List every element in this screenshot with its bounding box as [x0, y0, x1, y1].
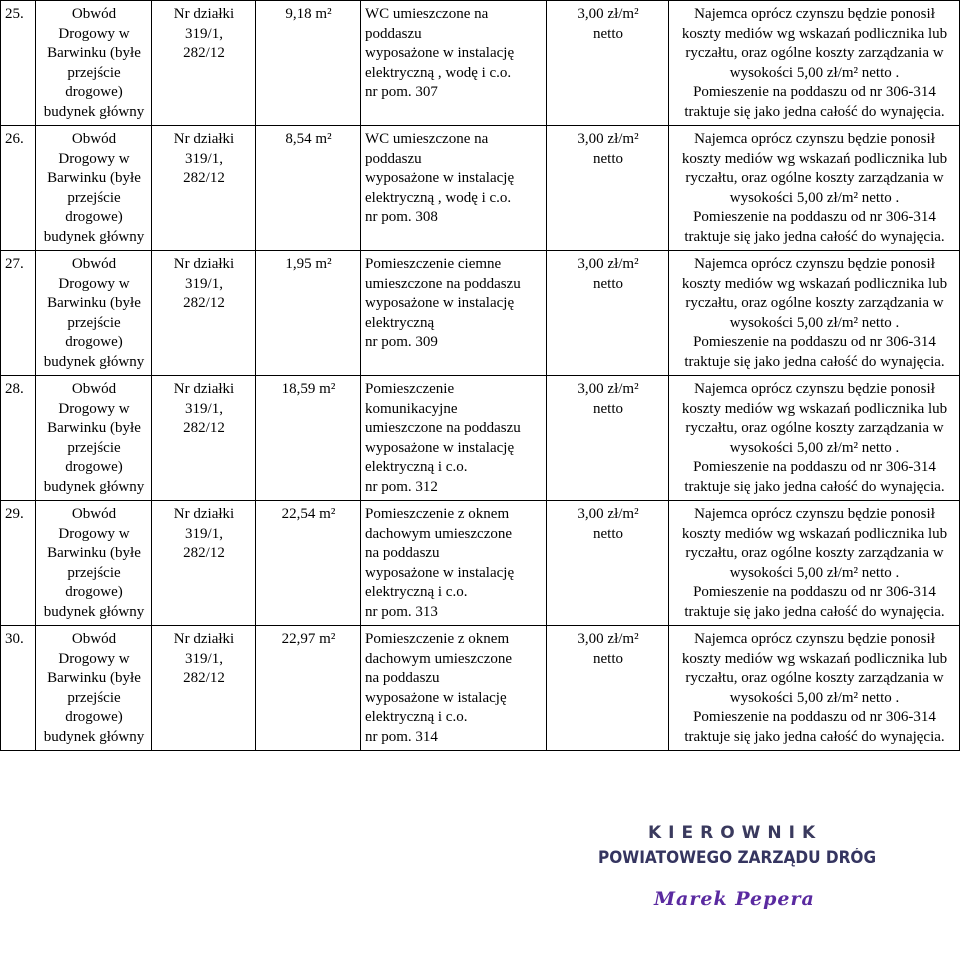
plot-number-line: 282/12	[183, 420, 225, 436]
room-description-cell	[361, 501, 547, 626]
plot-number-cell	[152, 626, 256, 751]
table-row	[1, 126, 960, 251]
plot-number-line: Nr działki	[173, 131, 235, 147]
rent-price-cell	[547, 626, 669, 751]
lease-notes-line: Pomieszenie na poddaszu od nr 306-314	[693, 84, 936, 100]
rent-price-line: 3,00 zł/m²	[577, 256, 639, 272]
plot-number-line: Nr działki	[173, 6, 235, 22]
lease-notes-line: Pomieszenie na poddaszu od nr 306-314	[693, 334, 936, 350]
room-description-line: Pomieszczenie z oknem	[365, 631, 510, 647]
lease-notes-line: ryczałtu, oraz ogólne koszty zarządzania w	[685, 45, 944, 61]
object-name-line: Obwód	[71, 6, 117, 22]
object-name-cell	[36, 626, 152, 751]
lease-notes-line: wysokości 5,00 zł/m² netto .	[729, 439, 900, 456]
plot-number-line: 319/1,	[185, 275, 223, 292]
plot-number-line: 319/1,	[185, 25, 223, 42]
lease-notes-line: Pomieszenie na poddaszu od nr 306-314	[693, 459, 936, 475]
room-description-line: nr pom. 314	[365, 728, 438, 745]
row-number: 26.	[1, 126, 36, 251]
plot-number-line: 282/12	[183, 670, 225, 686]
room-description-line: nr pom. 309	[365, 334, 438, 350]
object-name-line: Drogowy w	[58, 25, 130, 42]
lease-notes-line: koszty mediów wg wskazań podlicznika lub	[681, 650, 948, 667]
object-name-line: budynek główny	[43, 728, 145, 745]
plot-number-line: Nr działki	[173, 381, 235, 397]
object-name-line: Drogowy w	[58, 525, 130, 542]
room-description-cell	[361, 1, 547, 126]
object-name-line: budynek główny	[43, 228, 145, 245]
room-description-cell	[361, 126, 547, 251]
plot-number-line: 319/1,	[185, 650, 223, 667]
room-description-line: Pomieszczenie z oknem	[365, 506, 510, 522]
object-name-line: przejście	[67, 439, 121, 456]
official-stamp	[598, 818, 898, 938]
object-name-line: drogowe)	[65, 209, 123, 225]
object-name-line: przejście	[67, 564, 121, 581]
object-name-line: przejście	[67, 64, 121, 81]
lease-notes-cell	[669, 251, 960, 376]
room-description-line: nr pom. 313	[365, 603, 438, 620]
lease-notes-line: traktuje się jako jedna całość do wynajęcia.	[684, 603, 945, 620]
rent-price-cell	[547, 501, 669, 626]
plot-number-cell	[152, 251, 256, 376]
object-name-line: Barwinku (byłe	[47, 295, 141, 311]
rent-price-line: 3,00 zł/m²	[577, 131, 639, 147]
room-description-line: komunikacyjne	[365, 400, 458, 417]
object-name-line: Drogowy w	[58, 275, 130, 292]
room-description-line: umieszczone na poddaszu	[365, 275, 521, 292]
plot-number-line: Nr działki	[173, 631, 235, 647]
lease-notes-line: traktuje się jako jedna całość do wynajęcia.	[684, 228, 945, 245]
lease-notes-line: wysokości 5,00 zł/m² netto .	[729, 564, 900, 581]
room-description-cell	[361, 251, 547, 376]
object-name-line: drogowe)	[65, 584, 123, 600]
object-name-cell	[36, 501, 152, 626]
object-name-line: Obwód	[71, 631, 117, 647]
lease-notes-line: Najemca oprócz czynszu będzie ponosił	[694, 6, 935, 22]
lease-notes-line: wysokości 5,00 zł/m² netto .	[729, 64, 900, 81]
lease-notes-line: koszty mediów wg wskazań podlicznika lub	[681, 150, 948, 167]
table-row	[1, 251, 960, 376]
room-description-cell	[361, 626, 547, 751]
room-description-line: wyposażone w instalację	[365, 295, 515, 311]
object-name-line: Barwinku (byłe	[47, 545, 141, 561]
room-description-cell	[361, 376, 547, 501]
room-description-line: na poddaszu	[365, 545, 440, 561]
plot-number-line: 282/12	[183, 170, 225, 186]
room-description-line: nr pom. 307	[365, 84, 438, 100]
table-row	[1, 501, 960, 626]
room-description-line: umieszczone na poddaszu	[365, 420, 521, 436]
lease-notes-line: ryczałtu, oraz ogólne koszty zarządzania w	[685, 420, 944, 436]
room-description-line: elektryczną	[365, 314, 435, 331]
object-name-cell	[36, 126, 152, 251]
lease-notes-line: Pomieszenie na poddaszu od nr 306-314	[693, 584, 936, 600]
lease-notes-line: Najemca oprócz czynszu będzie ponosił	[694, 631, 935, 647]
rent-price-line: 3,00 zł/m²	[577, 381, 639, 397]
room-description-line: na poddaszu	[365, 670, 440, 686]
area-value: 8,54 m²	[256, 126, 361, 251]
plot-number-cell	[152, 126, 256, 251]
plot-number-line: Nr działki	[173, 506, 235, 522]
room-description-line: elektryczną , wodę i c.o.	[365, 64, 512, 81]
plot-number-cell	[152, 1, 256, 126]
lease-notes-line: ryczałtu, oraz ogólne koszty zarządzania w	[685, 670, 944, 686]
room-description-line: elektryczną i c.o.	[365, 459, 468, 475]
area-value: 22,97 m²	[256, 626, 361, 751]
room-description-line: elektryczną i c.o.	[365, 709, 468, 725]
object-name-line: budynek główny	[43, 478, 145, 495]
lease-notes-line: koszty mediów wg wskazań podlicznika lub	[681, 400, 948, 417]
object-name-cell	[36, 251, 152, 376]
plot-number-line: 282/12	[183, 295, 225, 311]
rent-price-cell	[547, 376, 669, 501]
lease-notes-line: ryczałtu, oraz ogólne koszty zarządzania w	[685, 545, 944, 561]
lease-notes-line: traktuje się jako jedna całość do wynajęcia.	[684, 353, 945, 370]
lease-notes-line: wysokości 5,00 zł/m² netto .	[729, 689, 900, 706]
rent-price-line: netto	[593, 650, 623, 667]
room-description-line: poddaszu	[365, 25, 422, 42]
plot-number-cell	[152, 501, 256, 626]
table-row	[1, 376, 960, 501]
lease-notes-line: traktuje się jako jedna całość do wynajęcia.	[684, 478, 945, 495]
object-name-line: przejście	[67, 189, 121, 206]
area-value: 18,59 m²	[256, 376, 361, 501]
rent-price-line: netto	[593, 25, 623, 42]
lease-notes-line: traktuje się jako jedna całość do wynajęcia.	[684, 728, 945, 745]
area-value: 9,18 m²	[256, 1, 361, 126]
object-name-line: przejście	[67, 689, 121, 706]
room-description-line: poddaszu	[365, 150, 422, 167]
room-description-line: wyposażone w instalację	[365, 564, 515, 581]
plot-number-line: 319/1,	[185, 400, 223, 417]
object-name-line: Drogowy w	[58, 150, 130, 167]
room-description-line: Pomieszczenie ciemne	[365, 256, 502, 272]
table-row	[1, 1, 960, 126]
lease-notes-line: Pomieszenie na poddaszu od nr 306-314	[693, 709, 936, 725]
row-number: 28.	[1, 376, 36, 501]
room-description-line: wyposażone w instalację	[365, 45, 515, 61]
area-value: 1,95 m²	[256, 251, 361, 376]
row-number: 30.	[1, 626, 36, 751]
object-name-cell	[36, 376, 152, 501]
room-description-line: wyposażone w instalację	[365, 170, 515, 186]
rent-price-line: 3,00 zł/m²	[577, 6, 639, 22]
plot-number-line: 319/1,	[185, 525, 223, 542]
handwritten-signature: Marek Pepera	[654, 888, 815, 910]
stamp-subtitle: POWIATOWEGO ZARZĄDU DRÓG	[598, 848, 877, 867]
plot-number-cell	[152, 376, 256, 501]
row-number: 25.	[1, 1, 36, 126]
room-description-line: wyposażone w instalację	[365, 439, 515, 456]
plot-number-line: 282/12	[183, 545, 225, 561]
object-name-line: drogowe)	[65, 334, 123, 350]
lease-notes-line: ryczałtu, oraz ogólne koszty zarządzania w	[685, 170, 944, 186]
lease-notes-line: ryczałtu, oraz ogólne koszty zarządzania w	[685, 295, 944, 311]
plot-number-line: Nr działki	[173, 256, 235, 272]
row-number: 29.	[1, 501, 36, 626]
lease-notes-cell	[669, 626, 960, 751]
lease-notes-line: Pomieszenie na poddaszu od nr 306-314	[693, 209, 936, 225]
rent-price-cell	[547, 251, 669, 376]
lease-notes-line: Najemca oprócz czynszu będzie ponosił	[694, 506, 935, 522]
lease-notes-cell	[669, 501, 960, 626]
row-number: 27.	[1, 251, 36, 376]
object-name-cell	[36, 1, 152, 126]
lease-notes-line: Najemca oprócz czynszu będzie ponosił	[694, 131, 935, 147]
lease-notes-line: koszty mediów wg wskazań podlicznika lub	[681, 25, 948, 42]
lease-notes-line: koszty mediów wg wskazań podlicznika lub	[681, 275, 948, 292]
object-name-line: Barwinku (byłe	[47, 170, 141, 186]
room-description-line: wyposażone w istalację	[365, 689, 507, 706]
room-description-line: Pomieszczenie	[365, 381, 455, 397]
room-description-line: WC umieszczone na	[365, 6, 489, 22]
object-name-line: Obwód	[71, 131, 117, 147]
room-description-line: elektryczną , wodę i c.o.	[365, 189, 512, 206]
rent-price-line: 3,00 zł/m²	[577, 631, 639, 647]
rent-price-line: netto	[593, 400, 623, 417]
table-row	[1, 626, 960, 751]
rent-price-line: 3,00 zł/m²	[577, 506, 639, 522]
object-name-line: Obwód	[71, 381, 117, 397]
room-description-line: elektryczną i c.o.	[365, 584, 468, 600]
object-name-line: drogowe)	[65, 84, 123, 100]
room-description-line: nr pom. 312	[365, 478, 438, 495]
object-name-line: Barwinku (byłe	[47, 670, 141, 686]
object-name-line: Barwinku (byłe	[47, 420, 141, 436]
lease-notes-line: koszty mediów wg wskazań podlicznika lub	[681, 525, 948, 542]
plot-number-line: 282/12	[183, 45, 225, 61]
rent-price-line: netto	[593, 525, 623, 542]
lease-notes-cell	[669, 126, 960, 251]
object-name-line: budynek główny	[43, 603, 145, 620]
rent-price-cell	[547, 126, 669, 251]
object-name-line: drogowe)	[65, 459, 123, 475]
object-name-line: budynek główny	[43, 103, 145, 120]
object-name-line: Drogowy w	[58, 650, 130, 667]
room-description-line: WC umieszczone na	[365, 131, 489, 147]
room-description-line: dachowym umieszczone	[365, 525, 513, 542]
object-name-line: Obwód	[71, 256, 117, 272]
object-name-line: Barwinku (byłe	[47, 45, 141, 61]
room-description-line: dachowym umieszczone	[365, 650, 513, 667]
lease-notes-cell	[669, 1, 960, 126]
lease-notes-line: traktuje się jako jedna całość do wynajęcia.	[684, 103, 945, 120]
area-value: 22,54 m²	[256, 501, 361, 626]
plot-number-line: 319/1,	[185, 150, 223, 167]
lease-notes-line: wysokości 5,00 zł/m² netto .	[729, 314, 900, 331]
lease-notes-cell	[669, 376, 960, 501]
object-name-line: przejście	[67, 314, 121, 331]
table-body	[1, 1, 960, 751]
lease-notes-line: Najemca oprócz czynszu będzie ponosił	[694, 381, 935, 397]
object-name-line: drogowe)	[65, 709, 123, 725]
object-name-line: Drogowy w	[58, 400, 130, 417]
rent-price-line: netto	[593, 150, 623, 167]
room-description-line: nr pom. 308	[365, 209, 438, 225]
object-name-line: budynek główny	[43, 353, 145, 370]
rent-price-line: netto	[593, 275, 623, 292]
object-name-line: Obwód	[71, 506, 117, 522]
stamp-title: KIEROWNIK	[648, 823, 823, 843]
lease-notes-line: wysokości 5,00 zł/m² netto .	[729, 189, 900, 206]
rent-price-cell	[547, 1, 669, 126]
lease-notes-line: Najemca oprócz czynszu będzie ponosił	[694, 256, 935, 272]
